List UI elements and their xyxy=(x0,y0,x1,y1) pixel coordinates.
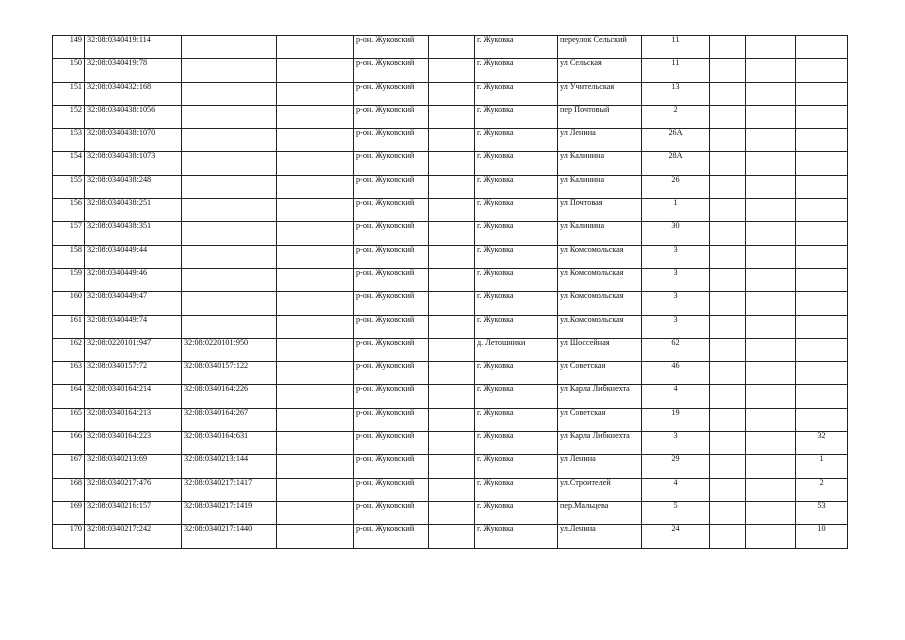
empty-cell xyxy=(277,408,354,431)
empty-cell xyxy=(746,82,796,105)
table-row xyxy=(53,245,848,268)
empty-cell xyxy=(429,222,475,245)
empty-cell xyxy=(710,105,746,128)
empty-cell xyxy=(710,501,746,524)
house-number-cell: 4 xyxy=(642,385,710,408)
district-cell: р-он. Жуковский xyxy=(354,129,429,152)
empty-cell xyxy=(277,82,354,105)
extra-number-cell: 32 xyxy=(796,432,848,455)
house-number-cell: 3 xyxy=(642,432,710,455)
row-number: 152 xyxy=(53,105,85,128)
cadastral-number: 32:08:0340217:476 xyxy=(85,478,182,501)
locality-cell: г. Жуковка xyxy=(475,362,558,385)
extra-number-cell xyxy=(796,408,848,431)
empty-cell xyxy=(277,129,354,152)
street-cell: ул Карла Либкнехта xyxy=(558,385,642,408)
district-cell: р-он. Жуковский xyxy=(354,315,429,338)
table-row xyxy=(53,222,848,245)
table-row xyxy=(53,385,848,408)
empty-cell xyxy=(277,268,354,291)
house-number-cell: 5 xyxy=(642,501,710,524)
empty-cell xyxy=(710,362,746,385)
extra-number-cell: 1 xyxy=(796,455,848,478)
cadastral-number-building xyxy=(182,129,277,152)
empty-cell xyxy=(277,292,354,315)
cadastral-number-building xyxy=(182,175,277,198)
cadastral-number-building: 32:08:0340164:267 xyxy=(182,408,277,431)
cadastral-number-building xyxy=(182,199,277,222)
extra-number-cell xyxy=(796,59,848,82)
extra-number-cell xyxy=(796,36,848,59)
district-cell: р-он. Жуковский xyxy=(354,455,429,478)
district-cell: р-он. Жуковский xyxy=(354,245,429,268)
district-cell: р-он. Жуковский xyxy=(354,478,429,501)
district-cell: р-он. Жуковский xyxy=(354,292,429,315)
house-number-cell: 26 xyxy=(642,175,710,198)
extra-number-cell xyxy=(796,362,848,385)
cadastral-number-building: 32:08:0340164:226 xyxy=(182,385,277,408)
extra-number-cell xyxy=(796,292,848,315)
empty-cell xyxy=(710,315,746,338)
empty-cell xyxy=(429,268,475,291)
cadastral-number-building: 32:08:0340213:144 xyxy=(182,455,277,478)
row-number: 155 xyxy=(53,175,85,198)
district-cell: р-он. Жуковский xyxy=(354,59,429,82)
street-cell: ул Карла Либкнехта xyxy=(558,432,642,455)
empty-cell xyxy=(746,501,796,524)
empty-cell xyxy=(710,59,746,82)
empty-cell xyxy=(429,432,475,455)
extra-number-cell xyxy=(796,385,848,408)
empty-cell xyxy=(746,362,796,385)
table-row xyxy=(53,525,848,548)
extra-number-cell xyxy=(796,152,848,175)
empty-cell xyxy=(277,432,354,455)
empty-cell xyxy=(710,338,746,361)
empty-cell xyxy=(746,432,796,455)
cadastral-number-building xyxy=(182,245,277,268)
extra-number-cell xyxy=(796,222,848,245)
empty-cell xyxy=(429,36,475,59)
street-cell: ул Калинина xyxy=(558,222,642,245)
locality-cell: г. Жуковка xyxy=(475,455,558,478)
table-row xyxy=(53,478,848,501)
empty-cell xyxy=(429,362,475,385)
house-number-cell: 24 xyxy=(642,525,710,548)
empty-cell xyxy=(746,338,796,361)
cadastral-number-building xyxy=(182,152,277,175)
empty-cell xyxy=(746,408,796,431)
locality-cell: г. Жуковка xyxy=(475,82,558,105)
table-row xyxy=(53,315,848,338)
cadastral-number: 32:08:0340438:351 xyxy=(85,222,182,245)
locality-cell: г. Жуковка xyxy=(475,152,558,175)
extra-number-cell: 10 xyxy=(796,525,848,548)
locality-cell: г. Жуковка xyxy=(475,59,558,82)
district-cell: р-он. Жуковский xyxy=(354,408,429,431)
table-row xyxy=(53,105,848,128)
empty-cell xyxy=(429,455,475,478)
cadastral-number: 32:08:0340449:74 xyxy=(85,315,182,338)
street-cell: ул Комсомольская xyxy=(558,268,642,291)
extra-number-cell xyxy=(796,199,848,222)
cadastral-number-building: 32:08:0340217:1440 xyxy=(182,525,277,548)
empty-cell xyxy=(277,59,354,82)
locality-cell: г. Жуковка xyxy=(475,245,558,268)
street-cell: ул.Строителей xyxy=(558,478,642,501)
district-cell: р-он. Жуковский xyxy=(354,36,429,59)
house-number-cell: 3 xyxy=(642,268,710,291)
locality-cell: г. Жуковка xyxy=(475,408,558,431)
empty-cell xyxy=(710,222,746,245)
row-number: 161 xyxy=(53,315,85,338)
cadastral-number-building xyxy=(182,105,277,128)
cadastral-number-building: 32:08:0340157:122 xyxy=(182,362,277,385)
cadastral-number-building xyxy=(182,59,277,82)
house-number-cell: 46 xyxy=(642,362,710,385)
street-cell: ул Шоссейная xyxy=(558,338,642,361)
empty-cell xyxy=(710,175,746,198)
extra-number-cell xyxy=(796,105,848,128)
street-cell: ул Комсомольская xyxy=(558,292,642,315)
empty-cell xyxy=(710,129,746,152)
cadastral-number-building xyxy=(182,82,277,105)
empty-cell xyxy=(277,36,354,59)
house-number-cell: 3 xyxy=(642,245,710,268)
row-number: 168 xyxy=(53,478,85,501)
house-number-cell: 62 xyxy=(642,338,710,361)
extra-number-cell xyxy=(796,338,848,361)
locality-cell: г. Жуковка xyxy=(475,432,558,455)
cadastral-number: 32:08:0340449:44 xyxy=(85,245,182,268)
empty-cell xyxy=(710,82,746,105)
empty-cell xyxy=(277,222,354,245)
extra-number-cell: 2 xyxy=(796,478,848,501)
locality-cell: г. Жуковка xyxy=(475,36,558,59)
empty-cell xyxy=(710,199,746,222)
district-cell: р-он. Жуковский xyxy=(354,199,429,222)
empty-cell xyxy=(746,175,796,198)
extra-number-cell xyxy=(796,315,848,338)
empty-cell xyxy=(277,362,354,385)
empty-cell xyxy=(429,385,475,408)
house-number-cell: 29 xyxy=(642,455,710,478)
empty-cell xyxy=(710,36,746,59)
extra-number-cell xyxy=(796,245,848,268)
cadastral-number: 32:08:0340157:72 xyxy=(85,362,182,385)
cadastral-number: 32:08:0340432:168 xyxy=(85,82,182,105)
house-number-cell: 3 xyxy=(642,315,710,338)
empty-cell xyxy=(429,199,475,222)
cadastral-number-building: 32:08:0340164:631 xyxy=(182,432,277,455)
empty-cell xyxy=(710,408,746,431)
table-row xyxy=(53,59,848,82)
cadastral-number: 32:08:0340419:78 xyxy=(85,59,182,82)
empty-cell xyxy=(746,385,796,408)
table-row xyxy=(53,501,848,524)
district-cell: р-он. Жуковский xyxy=(354,385,429,408)
cadastral-number: 32:08:0340449:46 xyxy=(85,268,182,291)
district-cell: р-он. Жуковский xyxy=(354,432,429,455)
empty-cell xyxy=(710,268,746,291)
street-cell: ул Советская xyxy=(558,362,642,385)
empty-cell xyxy=(429,82,475,105)
empty-cell xyxy=(277,199,354,222)
locality-cell: г. Жуковка xyxy=(475,268,558,291)
table-row xyxy=(53,152,848,175)
empty-cell xyxy=(429,152,475,175)
table-row xyxy=(53,268,848,291)
empty-cell xyxy=(277,245,354,268)
house-number-cell: 1 xyxy=(642,199,710,222)
house-number-cell: 4 xyxy=(642,478,710,501)
street-cell: пер Почтовый xyxy=(558,105,642,128)
house-number-cell: 2 xyxy=(642,105,710,128)
locality-cell: г. Жуковка xyxy=(475,199,558,222)
empty-cell xyxy=(710,385,746,408)
empty-cell xyxy=(429,525,475,548)
empty-cell xyxy=(277,478,354,501)
empty-cell xyxy=(710,152,746,175)
empty-cell xyxy=(277,455,354,478)
empty-cell xyxy=(746,129,796,152)
table-row xyxy=(53,175,848,198)
table-row xyxy=(53,36,848,59)
empty-cell xyxy=(746,525,796,548)
cadastral-number-building xyxy=(182,222,277,245)
house-number-cell: 11 xyxy=(642,36,710,59)
empty-cell xyxy=(746,292,796,315)
extra-number-cell: 53 xyxy=(796,501,848,524)
extra-number-cell xyxy=(796,175,848,198)
table-row xyxy=(53,82,848,105)
empty-cell xyxy=(746,36,796,59)
street-cell: ул Учительская xyxy=(558,82,642,105)
empty-cell xyxy=(746,268,796,291)
table-row xyxy=(53,362,848,385)
empty-cell xyxy=(429,292,475,315)
locality-cell: г. Жуковка xyxy=(475,525,558,548)
empty-cell xyxy=(710,525,746,548)
empty-cell xyxy=(746,478,796,501)
empty-cell xyxy=(277,105,354,128)
street-cell: ул.Комсомольская xyxy=(558,315,642,338)
cadastral-number: 32:08:0340217:242 xyxy=(85,525,182,548)
cadastral-number: 32:08:0340164:223 xyxy=(85,432,182,455)
district-cell: р-он. Жуковский xyxy=(354,105,429,128)
empty-cell xyxy=(746,152,796,175)
locality-cell: г. Жуковка xyxy=(475,175,558,198)
empty-cell xyxy=(429,338,475,361)
cadastral-number: 32:08:0340449:47 xyxy=(85,292,182,315)
empty-cell xyxy=(277,175,354,198)
cadastral-number: 32:08:0340164:214 xyxy=(85,385,182,408)
street-cell: ул Калинина xyxy=(558,152,642,175)
table-row xyxy=(53,455,848,478)
empty-cell xyxy=(746,245,796,268)
house-number-cell: 11 xyxy=(642,59,710,82)
empty-cell xyxy=(277,315,354,338)
empty-cell xyxy=(710,455,746,478)
row-number: 160 xyxy=(53,292,85,315)
empty-cell xyxy=(710,478,746,501)
row-number: 154 xyxy=(53,152,85,175)
cadastral-number: 32:08:0340216:157 xyxy=(85,501,182,524)
street-cell: переулок Сельский xyxy=(558,36,642,59)
empty-cell xyxy=(710,432,746,455)
cadastral-number: 32:08:0340438:1056 xyxy=(85,105,182,128)
empty-cell xyxy=(746,222,796,245)
cadastral-number-building xyxy=(182,268,277,291)
empty-cell xyxy=(429,175,475,198)
empty-cell xyxy=(429,408,475,431)
empty-cell xyxy=(746,105,796,128)
empty-cell xyxy=(277,525,354,548)
house-number-cell: 26А xyxy=(642,129,710,152)
table-row xyxy=(53,408,848,431)
house-number-cell: 13 xyxy=(642,82,710,105)
cadastral-number: 32:08:0340164:213 xyxy=(85,408,182,431)
street-cell: пер.Мальцева xyxy=(558,501,642,524)
table-row xyxy=(53,292,848,315)
extra-number-cell xyxy=(796,82,848,105)
row-number: 156 xyxy=(53,199,85,222)
cadastral-table xyxy=(52,35,848,549)
locality-cell: г. Жуковка xyxy=(475,222,558,245)
street-cell: ул Комсомольская xyxy=(558,245,642,268)
locality-cell: г. Жуковка xyxy=(475,501,558,524)
locality-cell: г. Жуковка xyxy=(475,315,558,338)
cadastral-number: 32:08:0340213:69 xyxy=(85,455,182,478)
empty-cell xyxy=(277,385,354,408)
cadastral-number-building: 32:08:0220101:950 xyxy=(182,338,277,361)
row-number: 158 xyxy=(53,245,85,268)
table-row xyxy=(53,338,848,361)
empty-cell xyxy=(277,501,354,524)
cadastral-number-building: 32:08:0340217:1417 xyxy=(182,478,277,501)
district-cell: р-он. Жуковский xyxy=(354,222,429,245)
empty-cell xyxy=(429,315,475,338)
row-number: 169 xyxy=(53,501,85,524)
row-number: 167 xyxy=(53,455,85,478)
district-cell: р-он. Жуковский xyxy=(354,268,429,291)
district-cell: р-он. Жуковский xyxy=(354,152,429,175)
street-cell: ул Советская xyxy=(558,408,642,431)
street-cell: ул Калинина xyxy=(558,175,642,198)
locality-cell: д. Летошники xyxy=(475,338,558,361)
row-number: 166 xyxy=(53,432,85,455)
district-cell: р-он. Жуковский xyxy=(354,175,429,198)
empty-cell xyxy=(746,315,796,338)
row-number: 149 xyxy=(53,36,85,59)
locality-cell: г. Жуковка xyxy=(475,292,558,315)
row-number: 150 xyxy=(53,59,85,82)
street-cell: ул Сельская xyxy=(558,59,642,82)
row-number: 159 xyxy=(53,268,85,291)
row-number: 153 xyxy=(53,129,85,152)
district-cell: р-он. Жуковский xyxy=(354,501,429,524)
row-number: 157 xyxy=(53,222,85,245)
locality-cell: г. Жуковка xyxy=(475,129,558,152)
empty-cell xyxy=(710,245,746,268)
house-number-cell: 30 xyxy=(642,222,710,245)
cadastral-number: 32:08:0340438:248 xyxy=(85,175,182,198)
district-cell: р-он. Жуковский xyxy=(354,82,429,105)
empty-cell xyxy=(429,59,475,82)
empty-cell xyxy=(746,199,796,222)
empty-cell xyxy=(746,59,796,82)
row-number: 151 xyxy=(53,82,85,105)
row-number: 165 xyxy=(53,408,85,431)
empty-cell xyxy=(429,129,475,152)
empty-cell xyxy=(277,152,354,175)
cadastral-number: 32:08:0340438:1070 xyxy=(85,129,182,152)
empty-cell xyxy=(710,292,746,315)
empty-cell xyxy=(429,478,475,501)
cadastral-number-building xyxy=(182,292,277,315)
empty-cell xyxy=(277,338,354,361)
table-row xyxy=(53,129,848,152)
extra-number-cell xyxy=(796,129,848,152)
cadastral-number-building: 32:08:0340217:1419 xyxy=(182,501,277,524)
street-cell: ул.Ленина xyxy=(558,525,642,548)
table-row xyxy=(53,199,848,222)
empty-cell xyxy=(746,455,796,478)
house-number-cell: 3 xyxy=(642,292,710,315)
district-cell: р-он. Жуковский xyxy=(354,338,429,361)
district-cell: р-он. Жуковский xyxy=(354,362,429,385)
row-number: 164 xyxy=(53,385,85,408)
locality-cell: г. Жуковка xyxy=(475,478,558,501)
extra-number-cell xyxy=(796,268,848,291)
cadastral-number-building xyxy=(182,315,277,338)
empty-cell xyxy=(429,105,475,128)
empty-cell xyxy=(429,501,475,524)
row-number: 170 xyxy=(53,525,85,548)
cadastral-number: 32:08:0340438:251 xyxy=(85,199,182,222)
district-cell: р-он. Жуковский xyxy=(354,525,429,548)
street-cell: ул Почтовая xyxy=(558,199,642,222)
table-row xyxy=(53,432,848,455)
empty-cell xyxy=(429,245,475,268)
table-body xyxy=(53,36,848,549)
street-cell: ул Ленина xyxy=(558,129,642,152)
cadastral-number: 32:08:0340419:114 xyxy=(85,36,182,59)
locality-cell: г. Жуковка xyxy=(475,105,558,128)
cadastral-number: 32:08:0220101:947 xyxy=(85,338,182,361)
locality-cell: г. Жуковка xyxy=(475,385,558,408)
row-number: 162 xyxy=(53,338,85,361)
street-cell: ул Ленина xyxy=(558,455,642,478)
row-number: 163 xyxy=(53,362,85,385)
cadastral-number: 32:08:0340438:1073 xyxy=(85,152,182,175)
cadastral-number-building xyxy=(182,36,277,59)
house-number-cell: 19 xyxy=(642,408,710,431)
house-number-cell: 28А xyxy=(642,152,710,175)
